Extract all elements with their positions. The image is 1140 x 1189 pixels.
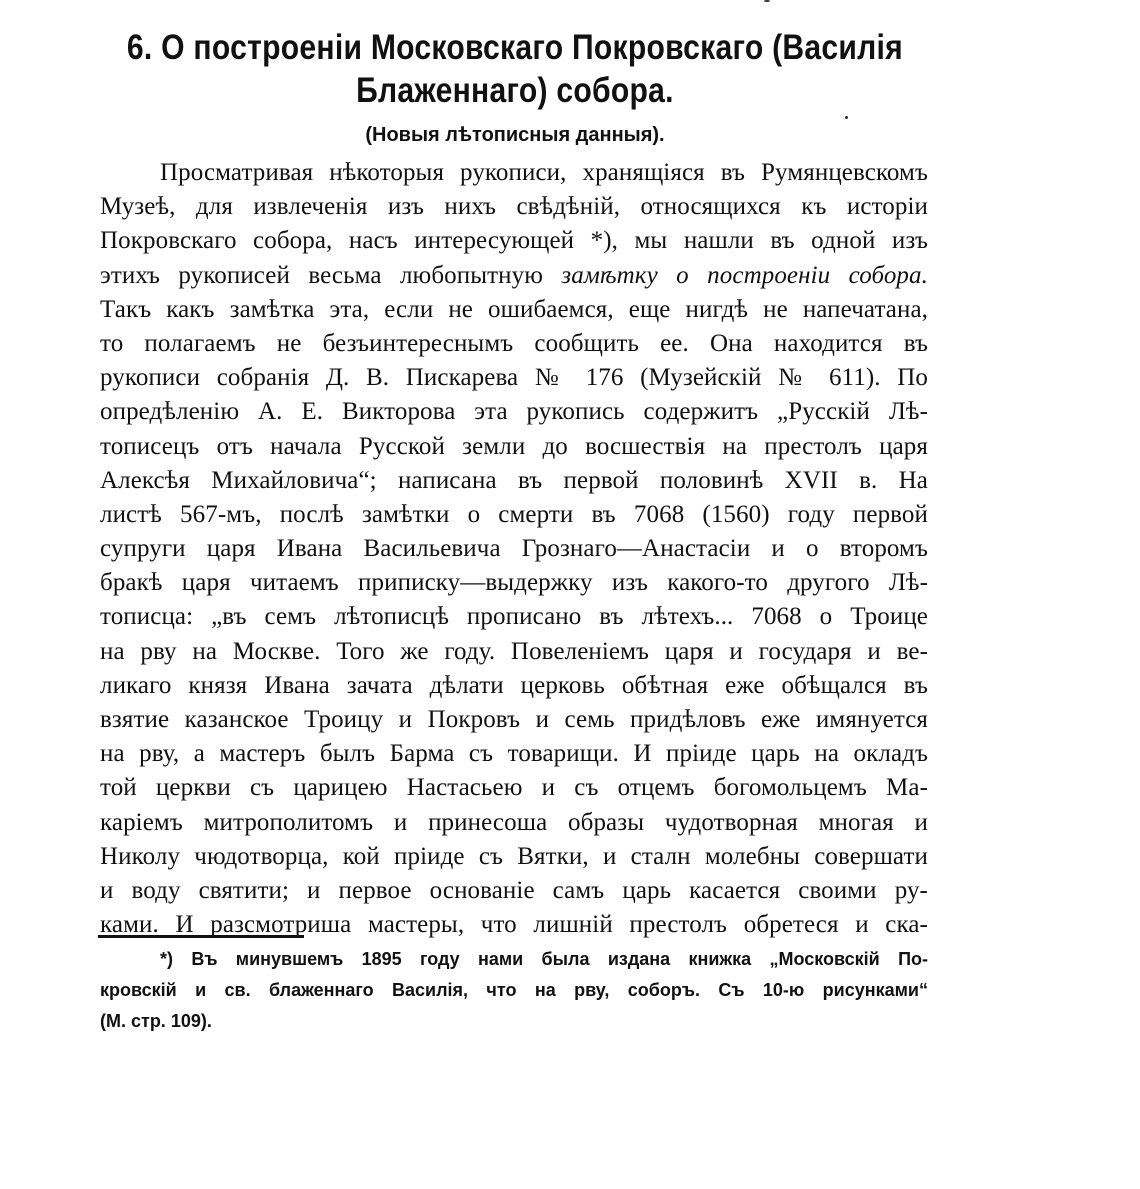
body-line: той церкви съ царицею Настасьею и съ отцемъ богомольцемъ Ма- <box>100 774 928 802</box>
footnote-line: кровскій и св. блаженнаго Василія, что на рву, соборъ. Съ 10-ю рисунками“ <box>100 980 928 1000</box>
heading-line-1: 6. О построеніи Московскаго Покровскаго (Василія <box>126 28 903 67</box>
footnote-line: (М. стр. 109). <box>100 1011 212 1031</box>
body-line: бракѣ царя читаемъ приписку—выдержку изъ какого-то другого Лѣ- <box>100 569 928 597</box>
footnote-line: *) Въ минувшемъ 1895 году нами была издана книжка „Московскій По- <box>160 949 928 969</box>
heading-line-2: Блаженнаго) собора. <box>356 71 674 110</box>
body-line: рукописи собранія Д. В. Пискарева № 176 (Музейскій № 611). По <box>100 364 928 392</box>
body-line: опредѣленію А. Е. Викторова эта рукопись содержитъ „Русскій Лѣ- <box>100 398 928 426</box>
body-line: на рву на Москве. Того же году. Повеленіемъ царя и государя и ве- <box>100 637 928 665</box>
footnote <box>100 944 928 1037</box>
body-line: Просматривая нѣкоторыя рукописи, хранящіяся въ Румянцевскомъ <box>160 159 928 186</box>
article-heading <box>100 26 930 112</box>
body-line: супруги царя Ивана Васильевича Грознаго—Анастасіи и о второмъ <box>100 535 928 563</box>
body-line: то полагаемъ не безъинтереснымъ сообщить ее. Она находится въ <box>100 329 928 357</box>
body-line: взятие казанское Троицу и Покровъ и семь придѣловъ еже имянуется <box>100 706 928 733</box>
body-line: тописца: „въ семъ лѣтописцѣ прописано въ лѣтехъ... 7068 о Троице <box>100 603 928 631</box>
body-line: Алексѣя Михайловича“; написана въ первой половинѣ XVII в. На <box>100 466 928 494</box>
footnote-separator <box>98 935 304 938</box>
emphasized-phrase: замѣтку о построеніи собора. <box>561 261 928 289</box>
body-line: Такъ какъ замѣтка эта, если не ошибаемся, еще нигдѣ не напечатана, <box>100 295 928 323</box>
body-line: ликаго князя Ивана зачата дѣлати церковь обѣтная еже обѣщался въ <box>100 671 928 699</box>
print-speck <box>845 116 848 119</box>
body-line: Покровскаго собора, насъ интересующей *), мы нашли въ одной изъ <box>100 227 928 255</box>
print-speck <box>764 0 770 2</box>
body-line: Музеѣ, для извлеченія изъ нихъ свѣдѣній, относящихся къ исторіи <box>100 193 928 221</box>
body-line: на рву, а мастеръ былъ Барма съ товарищи. И пріиде царь на окладъ <box>100 740 928 768</box>
article-subtitle: (Новыя лѣтописныя данныя). <box>365 124 665 146</box>
body-line: листѣ 567-мъ, послѣ замѣтки о смерти въ 7068 (1560) году первой <box>100 500 928 528</box>
body-line: ками. И разсмотриша мастеры, что лишній престолъ обретеся и ска- <box>100 911 928 939</box>
body-line: и воду святити; и первое основаніе самъ царь касается своими ру- <box>100 876 928 904</box>
body-line-text: этихъ рукописей весьма любопытную <box>100 261 562 289</box>
body-line: тописецъ отъ начала Русской земли до восшествія на престолъ царя <box>100 432 928 460</box>
body-line-with-emphasis <box>100 259 928 293</box>
article-body <box>100 156 928 942</box>
body-line: Николу чюдотворца, кой пріиде съ Вятки, и сталн молебны совершати <box>100 842 928 870</box>
body-line: каріемъ митрополитомъ и принесоша образы чудотворная многая и <box>100 808 928 836</box>
